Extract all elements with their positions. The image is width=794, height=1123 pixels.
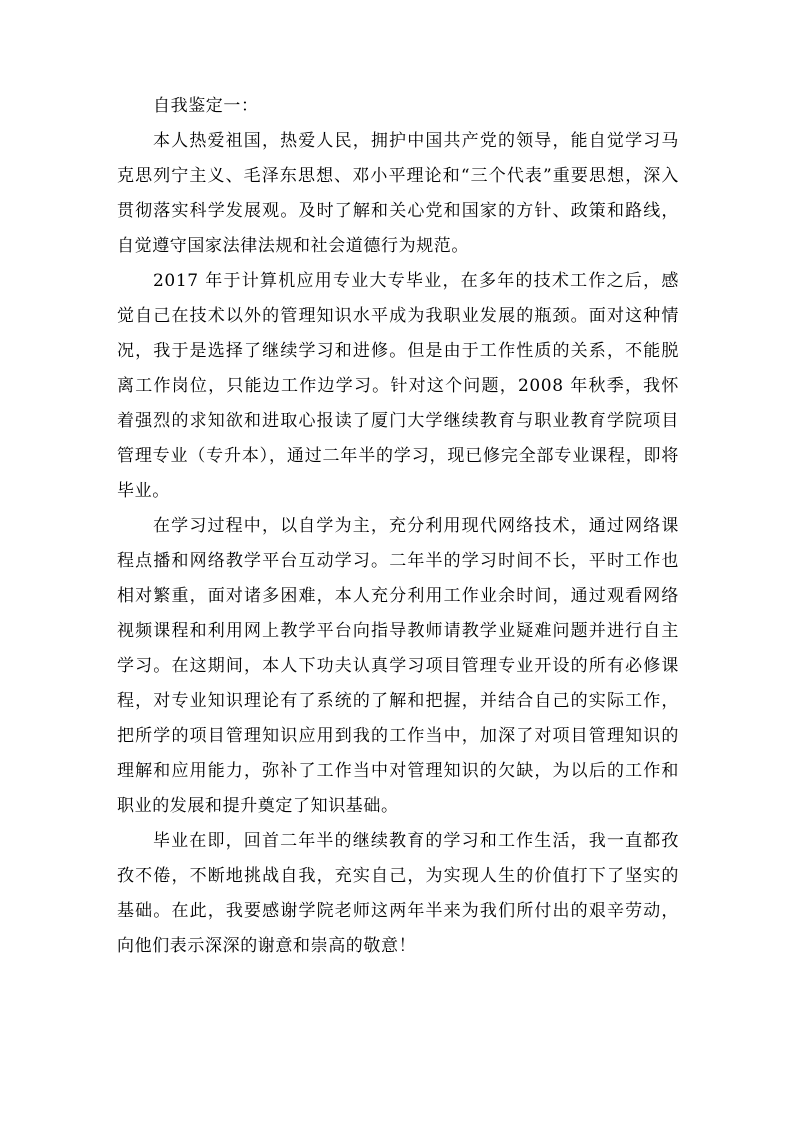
document-body — [117, 89, 679, 964]
paragraph-conclusion: 毕业在即，回首二年半的继续教育的学习和工作生活，我一直都孜孜不倦，不断地挑战自我，充实自己，为实现人生的价值打下了坚实的基础。在此，我要感谢学院老师这两年半来为我们所付出的艰辛劳动，向他们表示深深的谢意和崇高的敬意！ — [117, 831, 679, 956]
paragraph-study-process: 在学习过程中，以自学为主，充分利用现代网络技术，通过网络课程点播和网络教学平台互动学习。二年半的学习时间不长，平时工作也相对繁重，面对诸多困难，本人充分利用工作业余时间，通过观看网络视频课程和利用网上教学平台向指导教师请教学业疑难问题并进行自主学习。在这期间，本人下功夫认真学习项目管理专业开设的所有必修课程，对专业知识理论有了系统的了解和把握，并结合自己的实际工作，把所学的项目管理知识应用到我的工作当中，加深了对项目管理知识的理解和应用能力，弥补了工作当中对管理知识的欠缺，为以后的工作和职业的发展和提升奠定了知识基础。 — [117, 516, 679, 816]
paragraph-political-stance: 本人热爱祖国，热爱人民，拥护中国共产党的领导，能自觉学习马克思列宁主义、毛泽东思想、邓小平理论和“三个代表”重要思想，深入贯彻落实科学发展观。及时了解和关心党和国家的方针、政策和路线，自觉遵守国家法律法规和社会道德行为规范。 — [117, 131, 679, 256]
paragraph-education-background: 2017 年于计算机应用专业大专毕业，在多年的技术工作之后，感觉自己在技术以外的管理知识水平成为我职业发展的瓶颈。面对这种情况，我于是选择了继续学习和进修。但是由于工作性质的关系，不能脱离工作岗位，只能边工作边学习。针对这个问题，2008 年秋季，我怀着强烈的求知欲和进取心报读了厦门大学继续教育与职业教育学院项目管理专业（专升本），通过二年半的学习，现已修完全部专业课程，即将毕业。 — [117, 271, 679, 501]
document-title: 自我鉴定一： — [153, 96, 259, 116]
